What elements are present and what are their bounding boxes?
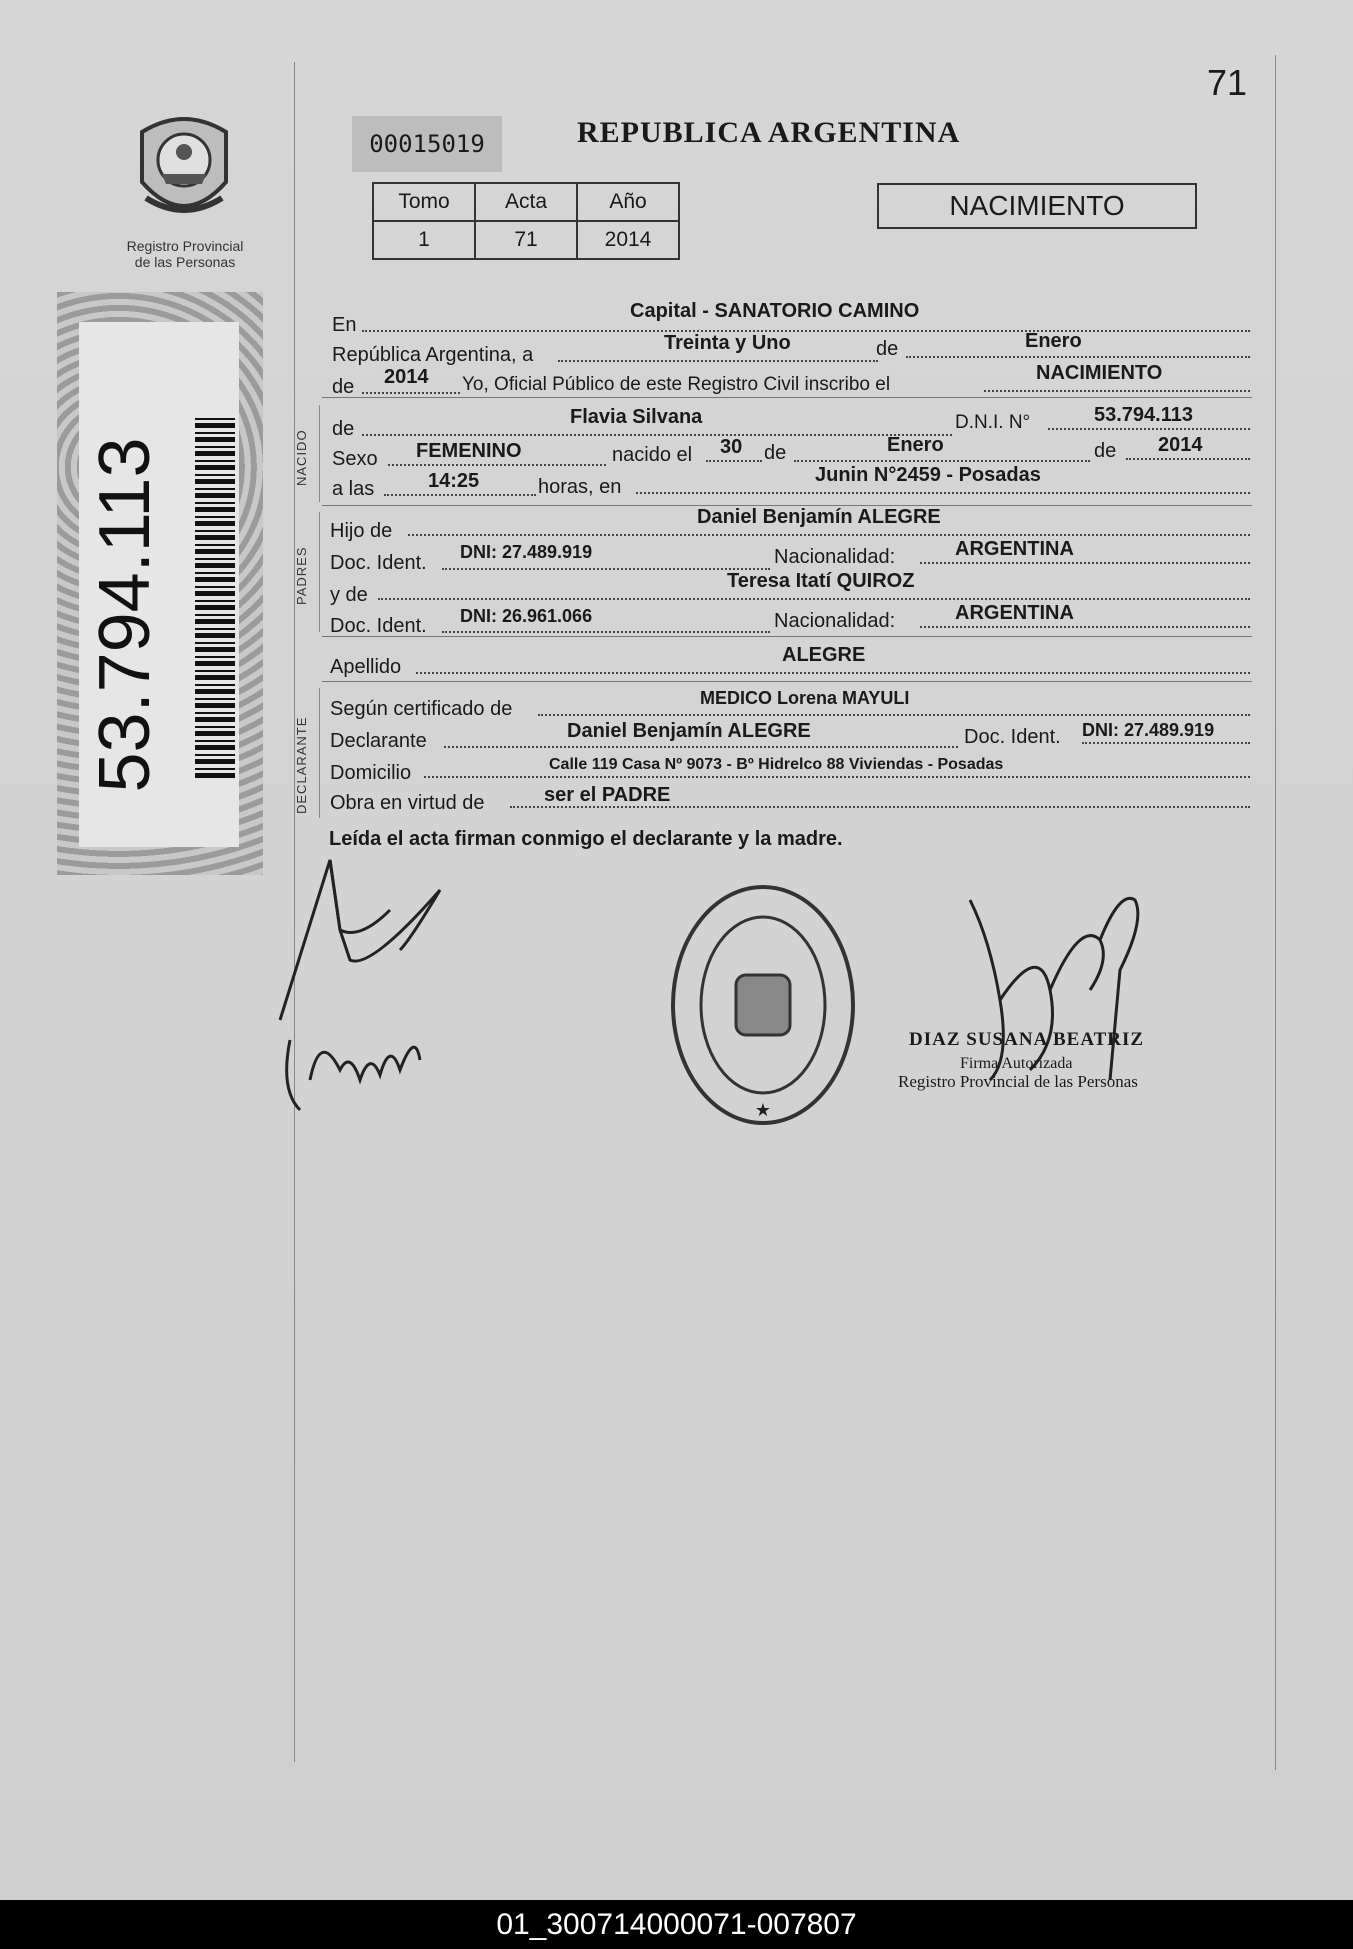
label-dni: D.N.I. N° — [955, 412, 1031, 433]
dotted-line — [984, 390, 1250, 392]
field-dia-nac: 30 — [720, 436, 743, 458]
svg-text:★: ★ — [754, 1100, 772, 1120]
field-dia-letras: Treinta y Uno — [664, 332, 791, 354]
field-anio: 2014 — [384, 366, 429, 388]
declarante-bracket — [319, 688, 320, 818]
label-republica: República Argentina, a — [332, 344, 534, 366]
dotted-line — [362, 434, 952, 436]
registry-seal-icon — [668, 880, 858, 1130]
label-nacido-el: nacido el — [612, 444, 693, 466]
label-declarante: Declarante — [330, 730, 427, 752]
dotted-line — [636, 492, 1250, 494]
field-hora: 14:25 — [428, 470, 480, 492]
field-acto: NACIMIENTO — [1036, 362, 1163, 384]
official-name: DIAZ SUSANA BEATRIZ — [909, 1029, 1145, 1050]
label-y-de: y de — [330, 584, 368, 606]
label-doc-ident-2: Doc. Ident. — [330, 615, 427, 637]
label-segun-certificado: Según certificado de — [330, 698, 513, 720]
logo-caption-line1: Registro Provincial — [126, 238, 244, 254]
dotted-line — [920, 562, 1250, 564]
section-label-nacido: NACIDO — [294, 429, 309, 486]
field-padre-doc: DNI: 27.489.919 — [460, 542, 593, 562]
record-type-box: NACIMIENTO — [877, 183, 1197, 229]
footer-id: 01_300714000071-007807 — [496, 1908, 857, 1941]
dotted-line — [794, 460, 1090, 462]
table-value-tomo: 1 — [373, 221, 475, 259]
registry-logo-icon — [132, 112, 236, 230]
official-role: Firma Autorizada — [960, 1055, 1073, 1072]
field-mes: Enero — [1025, 330, 1082, 352]
label-yo-oficial: Yo, Oficial Público de este Registro Civil inscribo el — [462, 374, 891, 395]
barcode-panel — [57, 292, 263, 875]
label-de-name: de — [332, 418, 355, 440]
dotted-line — [920, 626, 1250, 628]
registry-table — [372, 182, 680, 260]
label-nacionalidad-1: Nacionalidad: — [774, 546, 896, 568]
label-de-year: de — [332, 376, 355, 398]
logo-caption-line2: de las Personas — [134, 254, 236, 270]
section-divider — [322, 397, 1252, 398]
dotted-line — [362, 330, 1250, 332]
nacido-bracket — [319, 405, 320, 502]
field-declarante: Daniel Benjamín ALEGRE — [567, 720, 811, 742]
dotted-line — [538, 714, 1250, 716]
right-margin-line — [1275, 55, 1276, 1770]
field-nombre: Flavia Silvana — [570, 406, 703, 428]
field-declarante-doc: DNI: 27.489.919 — [1082, 720, 1215, 740]
dotted-line — [378, 598, 1250, 600]
dotted-line — [442, 631, 770, 633]
table-header-anio: Año — [577, 183, 679, 221]
registry-logo-caption — [110, 238, 260, 270]
dotted-line — [416, 672, 1250, 674]
field-anio-nac: 2014 — [1158, 434, 1203, 456]
label-doc-ident-decl: Doc. Ident. — [964, 726, 1061, 748]
official-institution: Registro Provincial de las Personas — [898, 1072, 1138, 1091]
field-apellido: ALEGRE — [782, 644, 866, 666]
closing-note: Leída el acta firman conmigo el declarante y la madre. — [329, 828, 843, 850]
field-padre: Daniel Benjamín ALEGRE — [697, 506, 941, 528]
serial-number: 00015019 — [352, 116, 502, 172]
dotted-line — [906, 356, 1250, 358]
dotted-line — [1082, 742, 1250, 744]
field-sexo: FEMENINO — [416, 440, 522, 462]
dotted-line — [442, 568, 770, 570]
table-value-anio: 2014 — [577, 221, 679, 259]
label-doc-ident-1: Doc. Ident. — [330, 552, 427, 574]
label-a-las: a las — [332, 478, 375, 500]
header-title: REPUBLICA ARGENTINA — [577, 116, 961, 149]
barcode-icon — [195, 418, 235, 778]
dotted-line — [706, 460, 762, 462]
label-sexo: Sexo — [332, 448, 378, 470]
table-header-tomo: Tomo — [373, 183, 475, 221]
label-de-day: de — [764, 442, 787, 464]
dotted-line — [384, 494, 536, 496]
padres-bracket — [319, 512, 320, 632]
label-domicilio: Domicilio — [330, 762, 412, 784]
dotted-line — [408, 534, 1250, 536]
label-nacionalidad-2: Nacionalidad: — [774, 610, 896, 632]
footer-bar — [0, 1900, 1353, 1949]
field-domicilio: Calle 119 Casa Nº 9073 - Bº Hidrelco 88 Viviendas - Posadas — [549, 756, 1004, 773]
barcode-number: 53.794.113 — [85, 437, 165, 793]
section-label-declarante: DECLARANTE — [294, 716, 309, 814]
label-en: En — [332, 314, 357, 336]
dotted-line — [1048, 428, 1250, 430]
field-lugar-nac: Junin N°2459 - Posadas — [815, 464, 1041, 486]
section-label-padres: PADRES — [294, 546, 309, 605]
dotted-line — [424, 776, 1250, 778]
dotted-line — [362, 392, 460, 394]
label-apellido: Apellido — [330, 656, 402, 678]
dotted-line — [1126, 458, 1250, 460]
section-divider — [322, 636, 1252, 637]
declarant-signature — [270, 820, 460, 1120]
field-dni: 53.794.113 — [1094, 404, 1193, 426]
field-certificado: MEDICO Lorena MAYULI — [700, 688, 910, 708]
label-hijo-de: Hijo de — [330, 520, 393, 542]
field-madre-doc: DNI: 26.961.066 — [460, 606, 593, 626]
table-header-acta: Acta — [475, 183, 577, 221]
field-obra-en-virtud: ser el PADRE — [544, 784, 671, 806]
table-value-acta: 71 — [475, 221, 577, 259]
label-obra-en-virtud: Obra en virtud de — [330, 792, 485, 814]
field-padre-nac: ARGENTINA — [955, 538, 1074, 560]
field-mes-nac: Enero — [887, 434, 944, 456]
dotted-line — [388, 464, 606, 466]
label-de-month: de — [1094, 440, 1117, 462]
dotted-line — [444, 746, 958, 748]
field-madre-nac: ARGENTINA — [955, 602, 1074, 624]
label-de: de — [876, 338, 899, 360]
label-horas-en: horas, en — [538, 476, 622, 498]
page-number: 71 — [1207, 62, 1248, 103]
field-lugar: Capital - SANATORIO CAMINO — [630, 300, 920, 322]
dotted-line — [558, 360, 878, 362]
field-madre: Teresa Itatí QUIROZ — [727, 570, 915, 592]
section-divider — [322, 681, 1252, 682]
barcode-label — [79, 322, 239, 847]
